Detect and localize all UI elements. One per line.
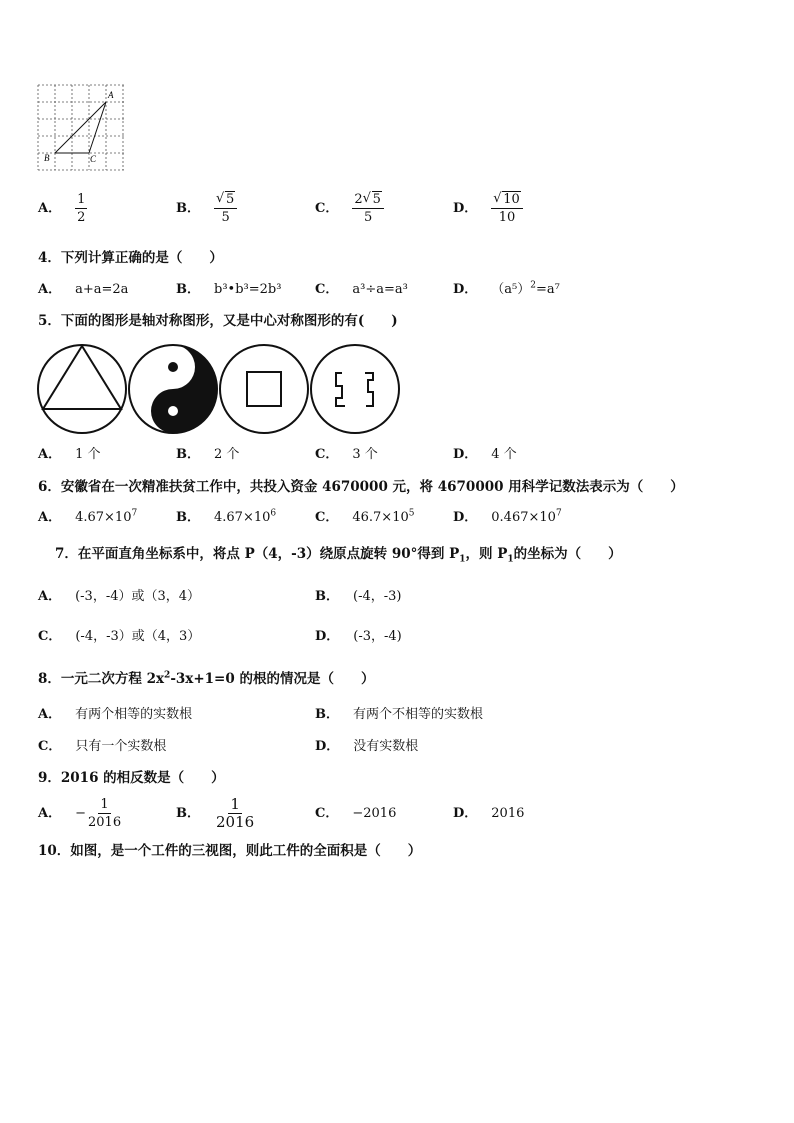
circle-square-figure xyxy=(220,345,308,433)
option-label: A． xyxy=(38,805,62,821)
q4-stem: 4．下列计算正确的是（ ） xyxy=(38,250,223,266)
fraction: $\frac{1}{2016}$ xyxy=(88,797,122,830)
triangle-side-ba xyxy=(55,102,106,153)
point-c-label: C xyxy=(90,154,97,164)
option-text: $(a^5)^2=a^7$ xyxy=(491,280,560,297)
point-a-label: A xyxy=(108,90,114,100)
option-label: C． xyxy=(315,200,339,216)
sqrt-symbol: √ 5 xyxy=(363,192,382,207)
option-text: $0.467\times 10^7$ xyxy=(491,508,562,525)
q9-option-d[interactable] xyxy=(453,806,524,822)
option-text: 4 个 xyxy=(491,447,517,462)
option-text: a+a=2a xyxy=(75,282,129,297)
q9-option-b[interactable] xyxy=(176,797,256,830)
sqrt-symbol: √ 5 xyxy=(216,192,235,207)
option-label: B． xyxy=(176,200,200,216)
option-text: 有两个相等的实数根 xyxy=(75,707,193,722)
option-text: a³÷a=a³ xyxy=(352,282,408,297)
q4-option-b[interactable] xyxy=(176,282,281,298)
grid-triangle-figure xyxy=(36,84,128,174)
yin-yang-figure xyxy=(129,345,217,433)
q3-option-d[interactable] xyxy=(453,192,523,225)
option-text: 没有实数根 xyxy=(353,739,419,754)
q7-stem: 7．在平面直角坐标系中，将点 P（4，-3）绕原点旋转 90°得到 $P_1$，则 $P_1$的坐标为（ ） xyxy=(55,546,622,565)
option-text: (-4，-3) xyxy=(353,589,402,604)
option-label: A． xyxy=(38,447,62,462)
option-label: A． xyxy=(38,510,62,525)
q8-option-d[interactable] xyxy=(315,739,418,755)
option-label: C． xyxy=(38,739,62,754)
circle-triangle-figure xyxy=(38,345,126,433)
fraction: $\frac{1}{2016}$ xyxy=(216,795,255,831)
option-label: A． xyxy=(38,707,62,722)
option-label: B． xyxy=(176,282,200,297)
q5-figures xyxy=(36,342,404,436)
option-label: D． xyxy=(453,200,478,216)
option-label: D． xyxy=(315,629,340,644)
option-text: −2016 xyxy=(352,806,397,821)
option-text: (-3，-4）或（3，4） xyxy=(75,589,201,604)
q4-option-d[interactable] xyxy=(453,282,560,298)
q7-option-a[interactable] xyxy=(38,589,200,605)
option-label: C． xyxy=(315,806,339,821)
q5-option-b[interactable] xyxy=(176,447,239,463)
option-text: 有两个不相等的实数根 xyxy=(353,707,484,722)
q4-option-a[interactable] xyxy=(38,282,128,298)
minus-sign: − xyxy=(75,805,86,821)
option-label: B． xyxy=(176,805,200,821)
option-label: A． xyxy=(38,589,62,604)
q7-option-c[interactable] xyxy=(38,629,200,645)
option-text: 2016 xyxy=(491,806,525,821)
q6-option-a[interactable] xyxy=(38,510,137,526)
q8-option-a[interactable] xyxy=(38,707,192,723)
q7-option-d[interactable] xyxy=(315,629,402,645)
option-label: D． xyxy=(453,447,478,462)
fraction: √ $\frac{5}{5}$ xyxy=(214,192,237,225)
q5-option-d[interactable] xyxy=(453,447,517,463)
option-text: $4.67\times 10^6$ xyxy=(214,508,277,525)
q9-option-c[interactable] xyxy=(315,806,396,822)
option-text: $46.7\times 10^5$ xyxy=(352,508,415,525)
option-label: A． xyxy=(38,282,62,297)
option-label: D． xyxy=(453,510,478,525)
q3-option-a[interactable] xyxy=(38,192,87,225)
option-label: D． xyxy=(453,806,478,821)
q6-option-d[interactable] xyxy=(453,510,562,526)
option-label: B． xyxy=(176,510,200,525)
option-label: C． xyxy=(315,510,339,525)
circle-bracket-figure xyxy=(311,345,399,433)
q6-option-c[interactable] xyxy=(315,510,414,526)
option-label: D． xyxy=(315,739,340,754)
option-text: $4.67\times 10^7$ xyxy=(75,508,138,525)
q3-option-c[interactable] xyxy=(315,192,384,225)
sqrt-symbol: √ 10 xyxy=(493,192,521,207)
option-label: D． xyxy=(453,282,478,297)
option-text: 只有一个实数根 xyxy=(75,739,167,754)
option-label: B． xyxy=(315,707,339,722)
option-label: B． xyxy=(315,589,339,604)
q8-option-c[interactable] xyxy=(38,739,166,755)
triangle-side-ca xyxy=(89,102,106,153)
option-label: A． xyxy=(38,200,62,216)
option-text: 3 个 xyxy=(352,447,378,462)
q6-option-b[interactable] xyxy=(176,510,276,526)
option-text: 1 个 xyxy=(75,447,101,462)
q3-option-b[interactable] xyxy=(176,192,237,225)
option-label: B． xyxy=(176,447,200,462)
q5-option-c[interactable] xyxy=(315,447,378,463)
option-label: C． xyxy=(315,447,339,462)
option-text: b³•b³=2b³ xyxy=(214,282,282,297)
fraction: $\frac{2√ 5}{5}$ xyxy=(352,192,384,225)
point-b-label: B xyxy=(44,153,50,163)
option-label: C． xyxy=(38,629,62,644)
fraction: √ $\frac{10}{10}$ xyxy=(491,192,523,225)
q9-option-a[interactable] xyxy=(38,797,123,830)
option-text: (-4，-3）或（4，3） xyxy=(75,629,201,644)
q5-stem: 5．下面的图形是轴对称图形，又是中心对称图形的有( ) xyxy=(38,313,398,329)
q8-option-b[interactable] xyxy=(315,707,483,723)
q4-option-c[interactable] xyxy=(315,282,408,298)
q9-stem: 9．2016 的相反数是（ ） xyxy=(38,770,225,786)
option-text: 2 个 xyxy=(214,447,240,462)
q10-stem: 10．如图，是一个工件的三视图，则此工件的全面积是（ ） xyxy=(38,843,422,859)
q5-option-a[interactable] xyxy=(38,447,101,463)
q8-stem: 8．一元二次方程 $2x^2-3x+1=0$ 的根的情况是（ ） xyxy=(38,670,375,687)
q6-stem: 6．安徽省在一次精准扶贫工作中，共投入资金 4670000 元，将 4670000 用科学记数法表示为（ ） xyxy=(38,479,684,495)
q7-option-b[interactable] xyxy=(315,589,401,605)
option-text: (-3，-4) xyxy=(353,629,402,644)
fraction: $\frac{1}{2}$ xyxy=(77,192,86,225)
option-label: C． xyxy=(315,282,339,297)
